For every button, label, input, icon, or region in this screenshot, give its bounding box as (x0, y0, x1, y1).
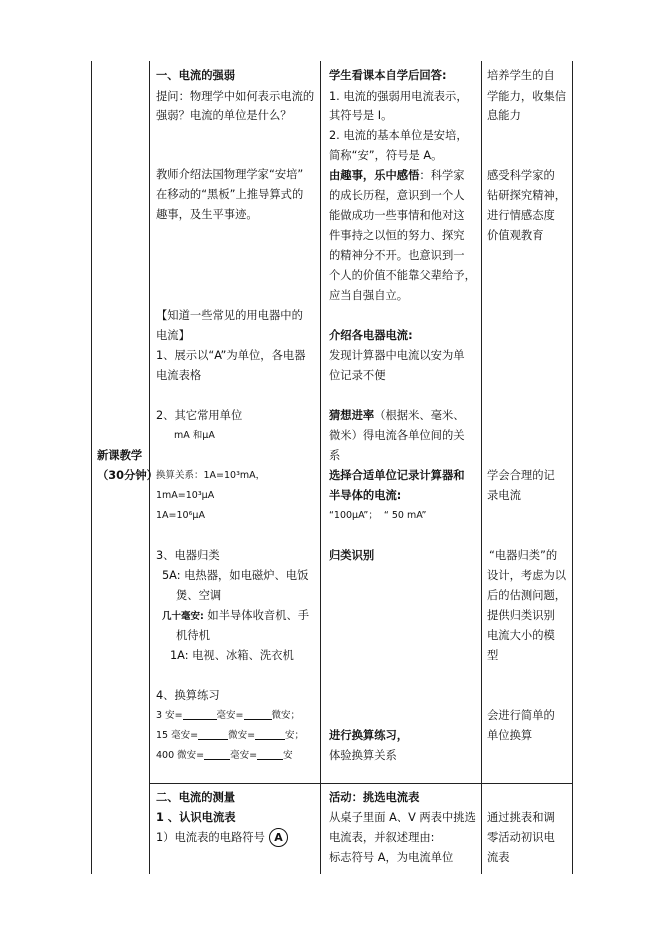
goal-line: 录电流 (487, 489, 521, 502)
blank (255, 726, 285, 740)
story-line: 件事持之以恒的努力、探究 (329, 229, 465, 242)
goal-line: 设计，考虑为以 (487, 569, 567, 582)
goal-line: 感受科学家的 (487, 169, 555, 182)
section-label-line1: 新课教学 (97, 449, 143, 462)
table-border-left (91, 61, 92, 874)
known-line: 【知道一些常见的用电器中的 (156, 309, 303, 322)
exercise-text: 3 安= (156, 710, 183, 721)
answer-line: 发现计算器中电流以安为单 (329, 349, 465, 362)
intro-line: 在移动的“黑板”上推导算式的 (156, 188, 304, 201)
exercise-text: 15 毫安= (156, 730, 199, 741)
activity-heading: 活动：挑选电流表 (329, 791, 420, 804)
activity-line: 从桌子里面 A、V 两表中挑选 (329, 811, 476, 824)
answer-line: 简称“安”，符号是 A。 (329, 149, 443, 162)
goal-line: 零活动初识电 (487, 831, 555, 844)
item3: 3、电器归类 (156, 549, 220, 562)
category-line: 1A: 电视、冰箱、洗衣机 (170, 649, 294, 662)
story-line: 的成长历程，意识到一个人 (329, 189, 465, 202)
category-label: 几十毫安: (162, 611, 204, 622)
question-line: 强弱？电流的单位是什么？ (156, 109, 292, 122)
category-line: 5A: 电热器，如电磁炉、电饭 (162, 569, 309, 582)
goal-line: 息能力 (487, 109, 521, 122)
story-text: ：科学家 (419, 169, 465, 182)
goal-line: 流表 (487, 851, 510, 864)
story-line: 能做成功一些事情和他对这 (329, 209, 465, 222)
activity-line: 标志符号 A，为电流单位 (329, 851, 454, 864)
intro-line: 教师介绍法国物理学家“安培” (156, 168, 304, 181)
conversion-line: 1A=10⁶μA (156, 510, 205, 521)
select-value: “ 50 mA” (383, 510, 427, 521)
exercise-text: 400 微安= (156, 750, 205, 761)
activity-line: 电流表，并叙述理由: (329, 831, 435, 844)
goal-line: 型 (487, 649, 499, 662)
intro-line: 趣事，及生平事迹。 (156, 208, 258, 221)
select-line: 选择合适单位记录计算器和 (329, 469, 465, 482)
practice-line: 体验换算关系 (329, 749, 397, 762)
blank (257, 746, 283, 760)
goal-line: 价值观教育 (487, 229, 544, 242)
classify-label: 归类识别 (329, 549, 375, 562)
category-line: 机待机 (176, 629, 210, 642)
exercise-text: 毫安= (216, 710, 244, 721)
category-text: 如半导体收音机、手 (207, 609, 310, 622)
goal-line: 钻研探究精神， (487, 189, 567, 202)
story-line: 应当自强自立。 (329, 289, 409, 302)
goal-line: “电器归类”的 (489, 549, 558, 562)
exercise-text: 毫安= (230, 750, 258, 761)
select-value: “100μA”； (329, 510, 378, 521)
exercise-text: 安； (285, 730, 305, 741)
goal-line: 培养学生的自 (487, 69, 555, 82)
exercise-text: 微安= (228, 730, 256, 741)
exercise-line (156, 706, 300, 726)
table-border-right (572, 61, 573, 874)
subheading-ammeter: 1 、认识电流表 (156, 811, 236, 824)
question-line: 提问：物理学中如何表示电流的 (156, 90, 315, 103)
story-line: 个人的价值不能靠父辈给予， (329, 269, 476, 282)
guess-line (329, 406, 465, 426)
goal-line: 电流大小的模 (487, 629, 555, 642)
story-line (329, 166, 465, 186)
category-line (162, 606, 309, 627)
guess-line: 系 (329, 449, 341, 462)
blank (244, 706, 272, 720)
goal-line: 后的估测问题， (487, 589, 567, 602)
section-label-line2: （30分钟） (97, 469, 158, 482)
row-divider (149, 783, 573, 784)
goal-line: 学能力，收集信 (487, 90, 567, 103)
goal-line: 学会合理的记 (487, 469, 555, 482)
story-line: 的精神分不开。也意识到一 (329, 249, 465, 262)
story-label: 由趣事，乐中感悟 (329, 169, 420, 182)
goal-line: 通过挑表和调 (487, 811, 555, 824)
known-line: 电流】 (156, 329, 190, 342)
guess-line: 微米）得电流各单位间的关 (329, 429, 465, 442)
answer-line: 2. 电流的基本单位是安培， (329, 129, 468, 142)
select-line: 半导体的电流: (329, 489, 402, 502)
conversion-line: 换算关系：1A=10³mA， (156, 470, 266, 481)
exercise-line (156, 726, 304, 746)
ammeter-symbol-icon: A (269, 828, 288, 847)
blank (198, 726, 228, 740)
goal-line: 进行情感态度 (487, 209, 555, 222)
blank (183, 706, 217, 720)
guess-text: （根据米、毫米、 (374, 409, 465, 422)
conversion-line: 1mA=10³μA (156, 490, 215, 501)
goal-line: 会进行简单的 (487, 709, 555, 722)
item4: 4、换算练习 (156, 689, 220, 702)
item1-line: 1、展示以“A”为单位，各电器 (156, 349, 306, 362)
category-line: 煲、空调 (176, 589, 222, 602)
goal-line: 提供归类识别 (487, 609, 555, 622)
exercise-text: 安 (283, 750, 293, 761)
goal-line: 单位换算 (487, 729, 533, 742)
item2: 2、其它常用单位 (156, 409, 243, 422)
exercise-line (156, 746, 293, 766)
practice-line: 进行换算练习， (329, 729, 409, 742)
heading-measurement: 二、电流的测量 (156, 791, 236, 804)
column-divider (481, 61, 482, 874)
ammeter-symbol-text: 1）电流表的电路符号 (156, 831, 265, 844)
blank (204, 746, 230, 760)
heading-current-strength: 一、电流的强弱 (156, 69, 236, 82)
answer-line: 1. 电流的强弱用电流表示， (329, 90, 468, 103)
select-values (329, 506, 426, 526)
answer-line: 位记录不便 (329, 369, 386, 382)
student-heading: 学生看课本自学后回答: (329, 69, 447, 82)
guess-label: 猜想进率 (329, 409, 375, 422)
exercise-text: 微安； (271, 710, 301, 721)
student-heading: 介绍各电器电流: (329, 329, 413, 342)
column-divider (320, 61, 321, 874)
units: mA 和μA (174, 430, 215, 441)
item1-line: 电流表格 (156, 369, 202, 382)
answer-line: 其符号是 I。 (329, 109, 393, 122)
